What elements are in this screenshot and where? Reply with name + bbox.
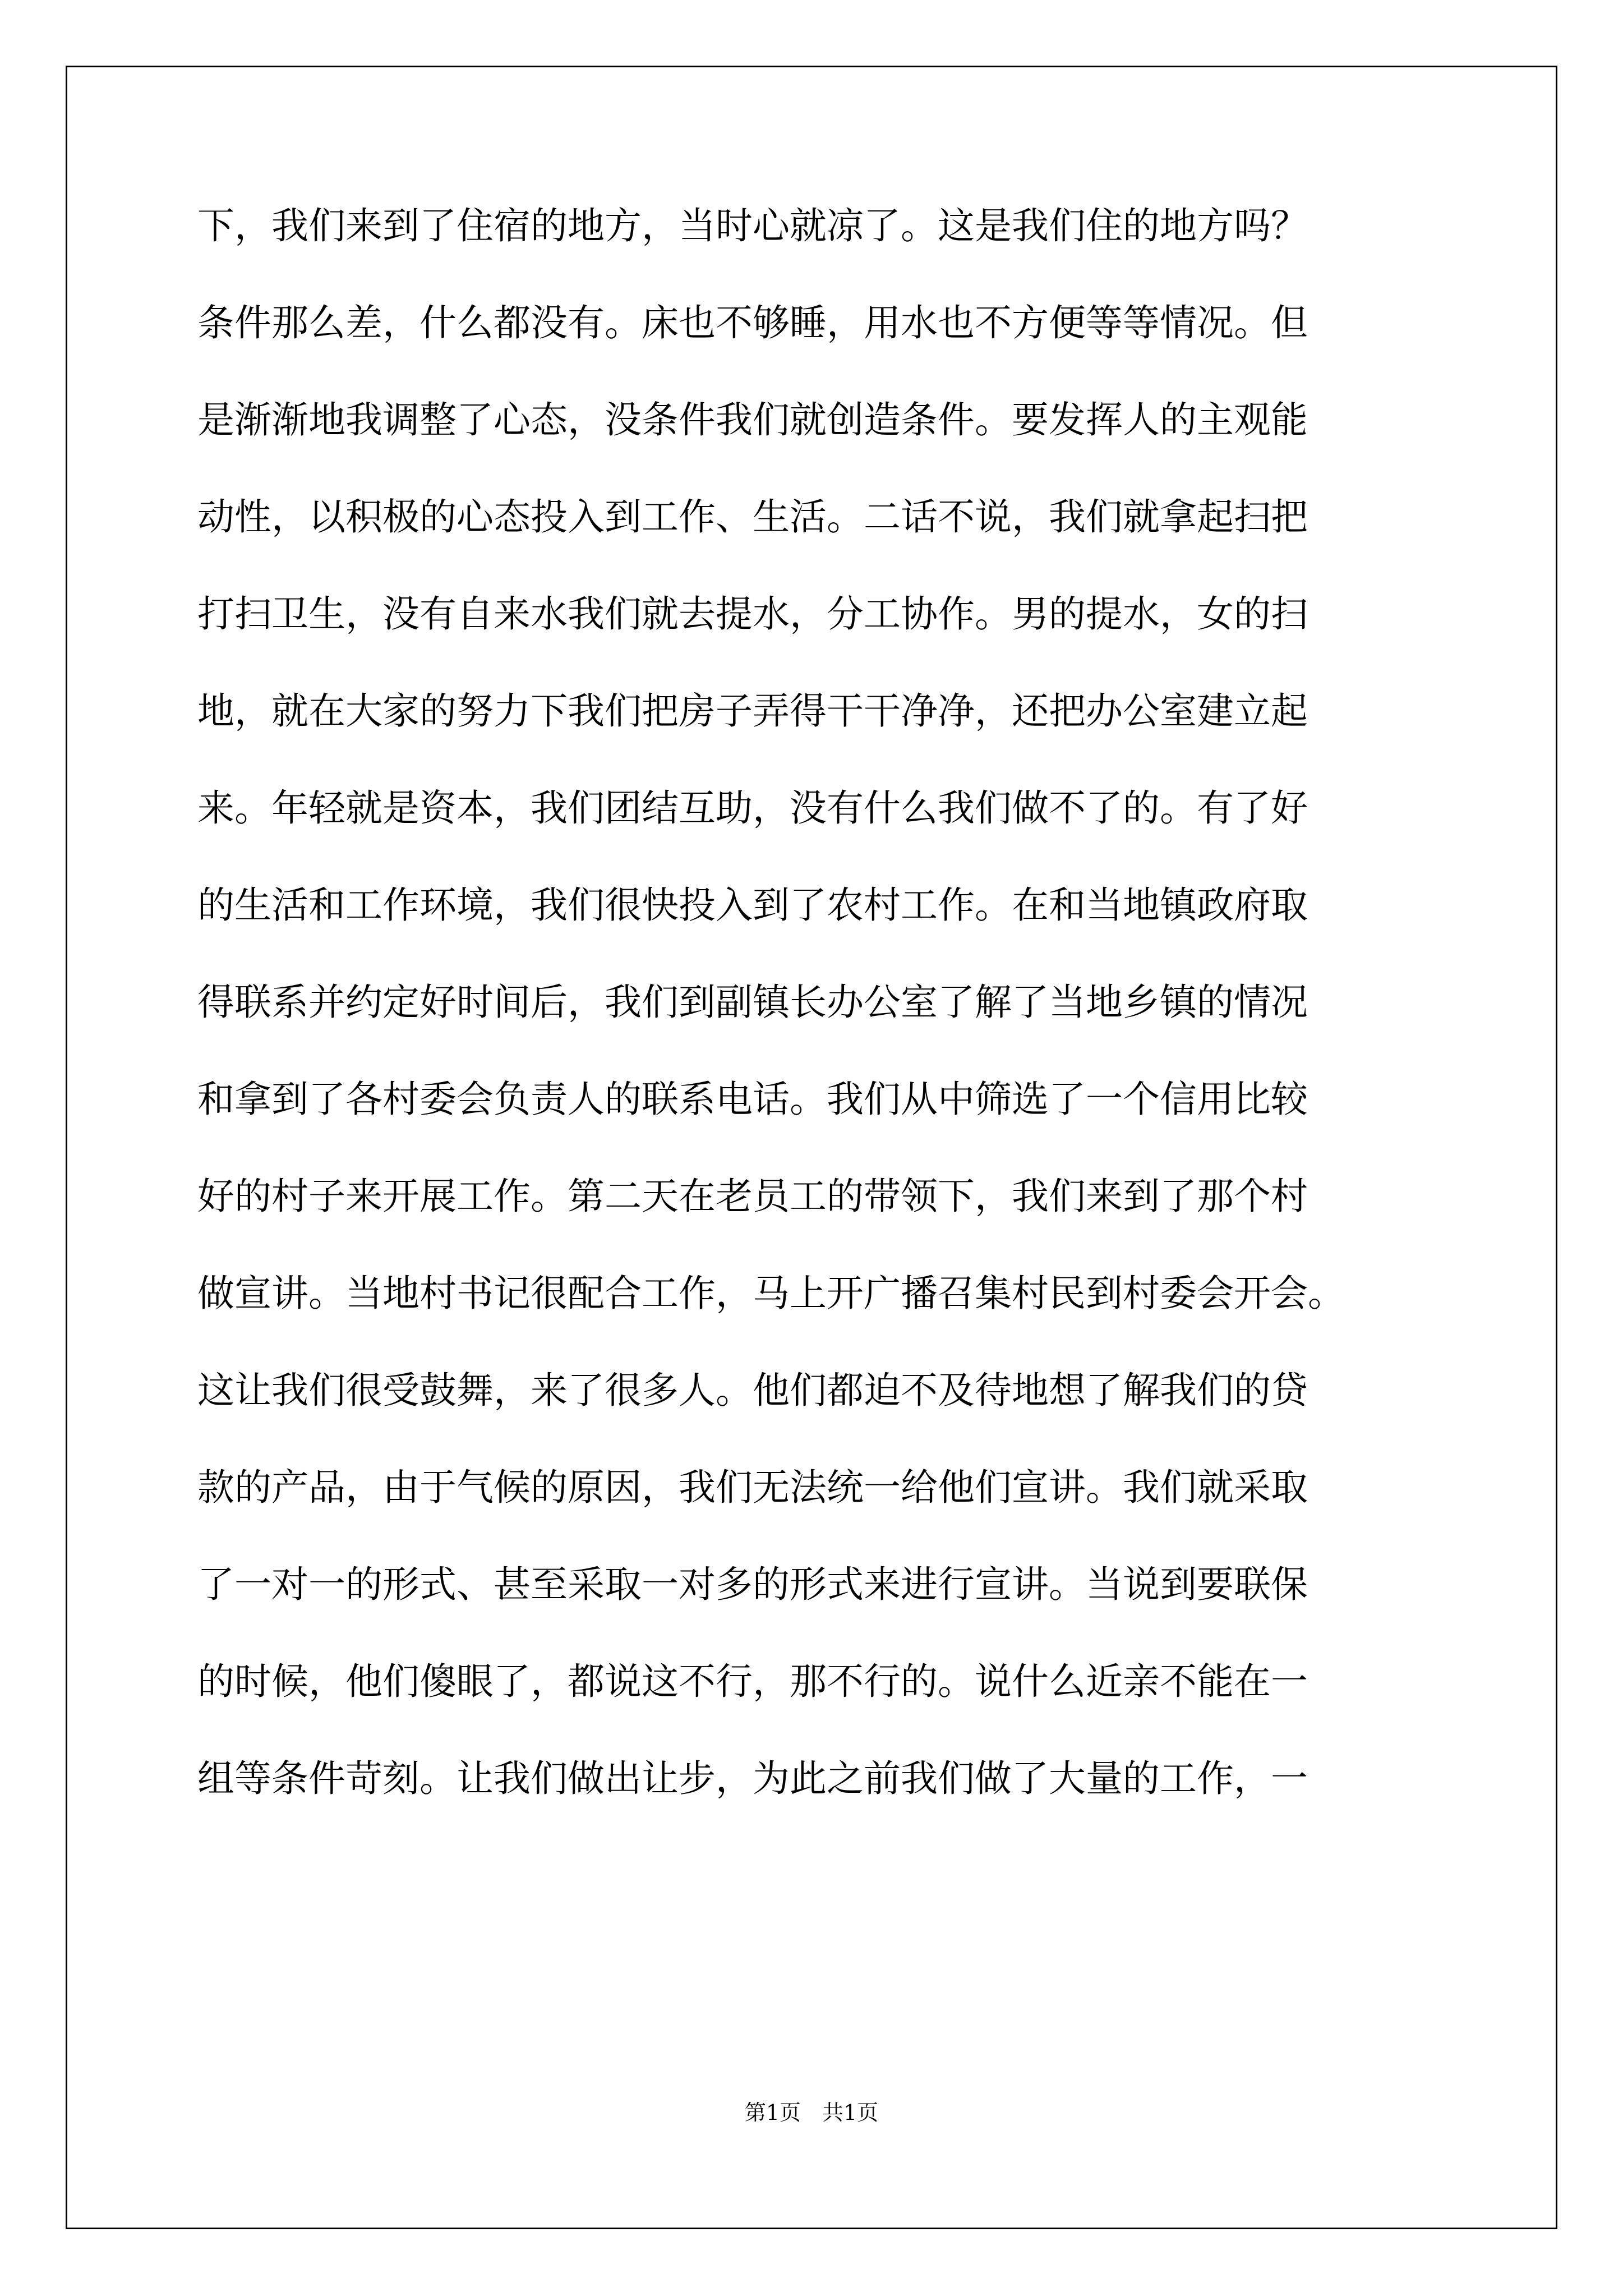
text-line: 动性，以积极的心态投入到工作、生活。二话不说，我们就拿起扫把 [197,495,1308,539]
text-line: 是渐渐地我调整了心态，没条件我们就创造条件。要发挥人的主观能 [197,398,1308,441]
text-line: 来。年轻就是资本，我们团结互助，没有什么我们做不了的。有了好 [197,786,1308,830]
text-line: 好的村子来开展工作。第二天在老员工的带领下，我们来到了那个村 [197,1175,1308,1218]
text-line: 的生活和工作环境，我们很快投入到了农村工作。在和当地镇政府取 [197,884,1308,927]
text-line: 下，我们来到了住宿的地方，当时心就凉了。这是我们住的地方吗？ [197,204,1308,247]
text-line: 条件那么差，什么都没有。床也不够睡，用水也不方便等等情况。但 [197,301,1308,344]
page-number-footer: 第1页 共1页 [744,2100,879,2125]
text-line: 得联系并约定好时间后，我们到副镇长办公室了解了当地乡镇的情况 [197,981,1308,1024]
text-line: 做宣讲。当地村书记很配合工作，马上开广播召集村民到村委会开会。 [197,1272,1345,1315]
text-line: 了一对一的形式、甚至采取一对多的形式来进行宣讲。当说到要联保 [197,1563,1308,1606]
document-body [197,206,1454,1856]
text-line: 款的产品，由于气候的原因，我们无法统一给他们宣讲。我们就采取 [197,1466,1308,1509]
text-line: 地，就在大家的努力下我们把房子弄得干干净净，还把办公室建立起 [197,689,1308,733]
text-line: 的时候，他们傻眼了，都说这不行，那不行的。说什么近亲不能在一 [197,1660,1308,1703]
text-line: 和拿到了各村委会负责人的联系电话。我们从中筛选了一个信用比较 [197,1078,1308,1121]
text-line: 组等条件苛刻。让我们做出让步，为此之前我们做了大量的工作，一 [197,1757,1308,1800]
text-line: 这让我们很受鼓舞，来了很多人。他们都迫不及待地想了解我们的贷 [197,1369,1308,1412]
text-line: 打扫卫生，没有自来水我们就去提水，分工协作。男的提水，女的扫 [197,592,1308,636]
